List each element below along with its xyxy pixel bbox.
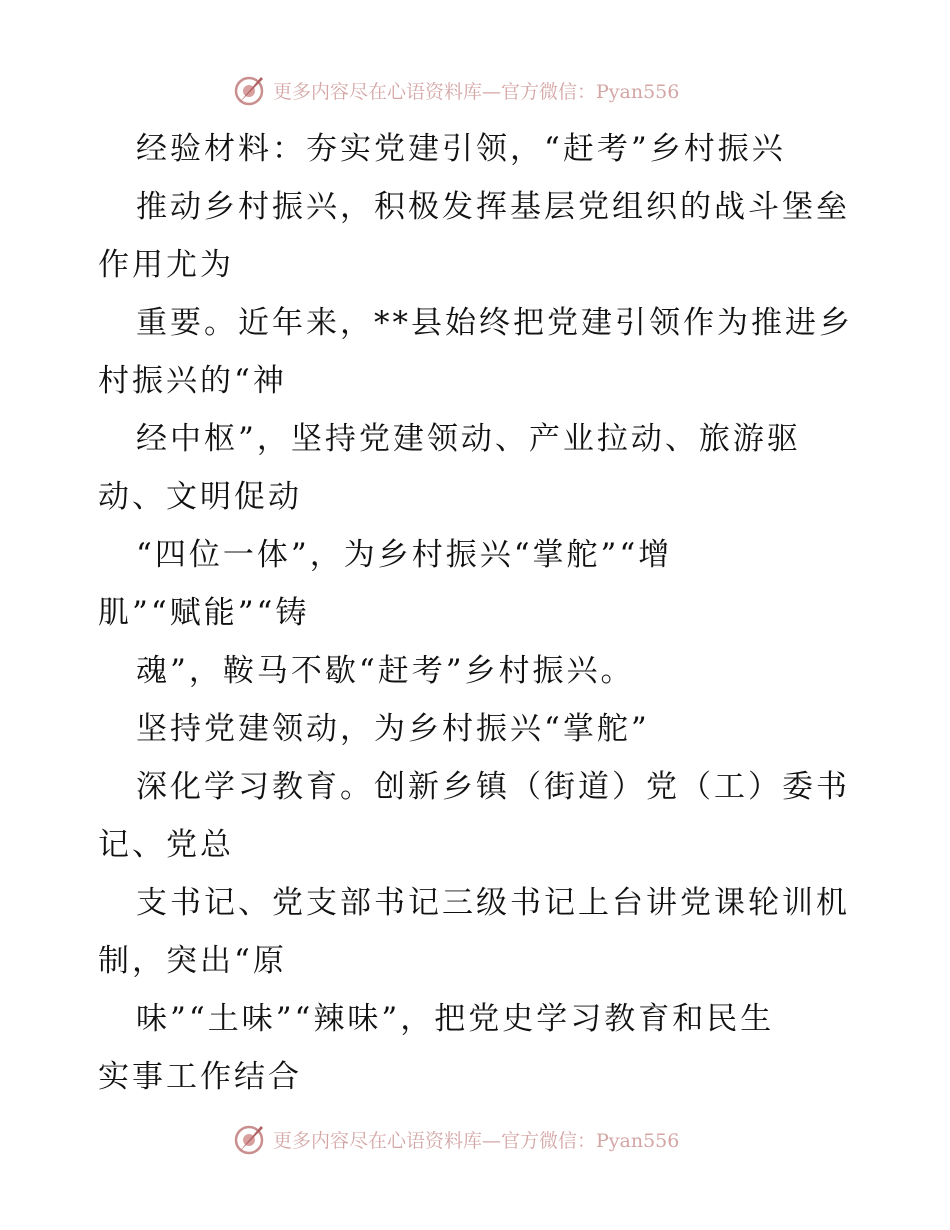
text-line: 魂”，鞍马不歇“赶考”乡村振兴。 — [136, 653, 635, 689]
text-line: 坚持党建领动，为乡村振兴“掌舵” — [136, 711, 650, 747]
footer-banner-text: 更多内容尽在心语资料库—官方微信：Pyan556 — [273, 1129, 680, 1152]
text-line: 味”“土味”“辣味”，把党史学习教育和民生 — [136, 1001, 775, 1037]
text-line: 实事工作结合 — [98, 1059, 302, 1095]
document-body — [98, 120, 858, 1106]
quill-logo-icon — [233, 73, 267, 107]
text-line: 经中枢”，坚持党建领动、产业拉动、旅游驱 — [136, 421, 801, 457]
text-line: 推动乡村振兴，积极发挥基层党组织的战斗堡垒 — [136, 189, 850, 225]
text-line: 作用尤为 — [98, 247, 234, 283]
quill-logo-icon — [233, 1122, 267, 1156]
text-line: 动、文明促动 — [98, 479, 302, 515]
text-line: 深化学习教育。创新乡镇（街道）党（工）委书 — [136, 769, 850, 805]
header-banner-text: 更多内容尽在心语资料库—官方微信：Pyan556 — [273, 80, 680, 103]
header-banner — [233, 72, 753, 108]
text-line: 重要。近年来，**县始终把党建引领作为推进乡 — [136, 305, 853, 341]
text-line: 制，突出“原 — [98, 943, 287, 979]
text-line: 记、党总 — [98, 827, 234, 863]
text-line: 支书记、党支部书记三级书记上台讲党课轮训机 — [136, 885, 850, 921]
text-line: 经验材料：夯实党建引领，“赶考”乡村振兴 — [136, 131, 786, 167]
text-line: 村振兴的“神 — [98, 363, 287, 399]
footer-banner — [233, 1121, 753, 1157]
text-line: 肌”“赋能”“铸 — [98, 595, 310, 631]
text-line: “四位一体”，为乡村振兴“掌舵”“增 — [136, 537, 673, 573]
